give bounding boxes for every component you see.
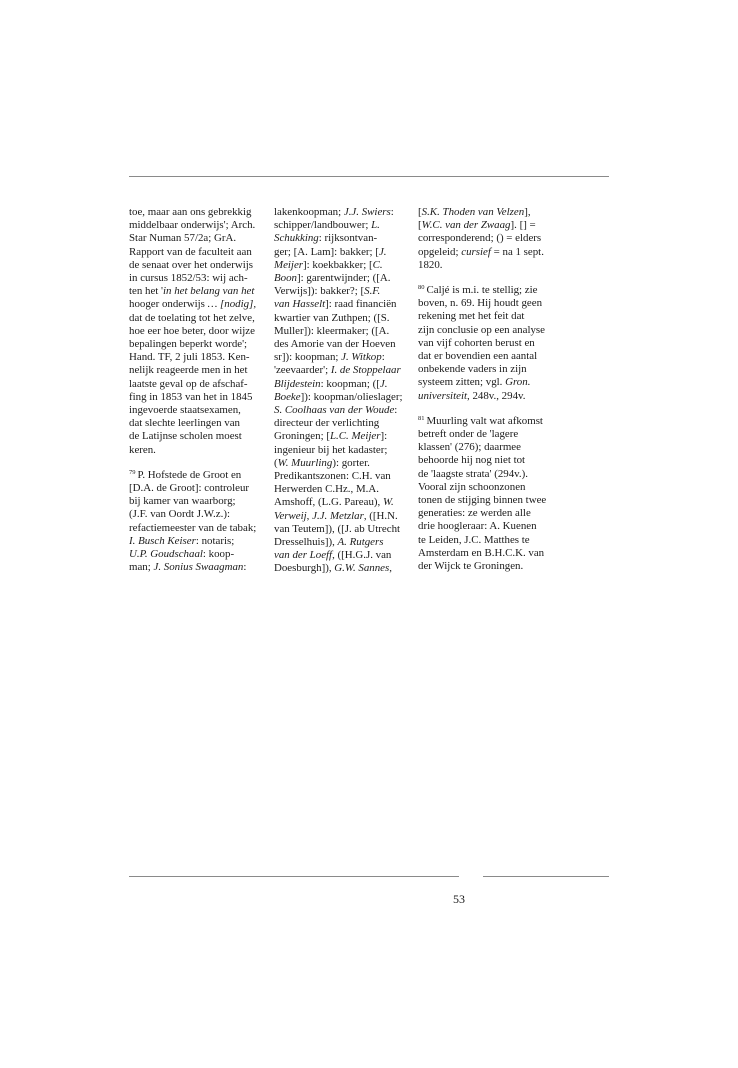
text-line (274, 351, 410, 364)
text-segment: refactiemeester van de tabak; (129, 521, 257, 534)
text-segment: Vooral zijn schoonzonen (418, 480, 526, 493)
italic-segment: cursief (461, 245, 491, 258)
text-segment: 1820. (418, 258, 443, 271)
italic-segment: Boon (274, 272, 297, 285)
text-segment: Caljé is m.i. te stellig; zie (426, 284, 538, 297)
text-segment: schipper/landbouwer; (274, 219, 372, 232)
text-line (274, 562, 410, 575)
text-segment: Doesburgh]), (274, 562, 335, 575)
text-segment: de 'laagste strata' (294v.). (418, 467, 528, 480)
footnote-continuation (418, 206, 560, 272)
text-line (129, 535, 267, 548)
text-segment: [ (418, 206, 422, 218)
text-segment: dat er bovendien een aantal (418, 350, 538, 363)
text-segment: Star Numan 57/2a; GrA. (129, 232, 237, 245)
text-line (418, 350, 560, 363)
text-line (274, 232, 410, 245)
text-segment: de senaat over het onderwijs (129, 258, 253, 271)
italic-segment: van der Loeff (274, 549, 333, 562)
italic-segment: J. (378, 245, 387, 258)
page-number: 53 (453, 892, 465, 906)
text-line (129, 285, 267, 298)
italic-segment: S.F. (364, 285, 381, 298)
text-line (418, 219, 560, 232)
text-segment: tonen de stijging binnen twee (418, 494, 547, 507)
italic-segment: L.C. Meijer (329, 430, 381, 443)
text-line (129, 246, 267, 259)
text-segment: ], (524, 206, 531, 218)
text-segment: (J.F. van Oordt J.W.z.): (129, 508, 230, 521)
text-line (129, 325, 267, 338)
text-line (274, 417, 410, 430)
italic-segment: Schukking (274, 232, 319, 245)
italic-segment: I. de Stoppelaar (330, 364, 401, 377)
text-segment: behoorde hij nog niet tot (418, 454, 526, 467)
text-segment: klassen' (276); daarmee (418, 441, 521, 454)
text-segment: bepalingen beperkt worde'; (129, 338, 248, 351)
text-segment: systeem zitten; vgl. (418, 376, 506, 389)
text-line (129, 206, 267, 219)
text-segment: Muller]): kleermaker; ([A. (274, 324, 390, 337)
italic-segment: J. (379, 377, 388, 390)
text-line (129, 508, 267, 521)
text-segment: bij kamer van waarborg; (129, 495, 236, 508)
italic-segment: van Hasselt (274, 298, 326, 311)
italic-segment: W. Muurling (277, 456, 333, 469)
text-segment: Herwerden C.Hz., M.A. (274, 483, 379, 496)
text-segment: ]: (380, 430, 388, 443)
italic-segment: Verweij (274, 509, 307, 522)
text-line (274, 404, 410, 417)
header-rule (129, 176, 609, 177)
italic-segment: universiteit (418, 389, 467, 402)
italic-segment: Gron. (505, 376, 531, 389)
text-segment: , 248v., 294v. (467, 389, 526, 402)
italic-segment: L. (371, 219, 380, 232)
text-line (274, 444, 410, 457)
text-segment: , (389, 562, 392, 575)
text-segment: te Leiden, J.C. Matthes te (418, 533, 530, 546)
italic-segment: … [nodig], (204, 298, 257, 311)
text-segment: Verwijs]): bakker?; [ (274, 285, 365, 298)
text-line (129, 338, 267, 351)
footnote-number: 80 (418, 284, 425, 292)
text-segment: P. Hofstede de Groot en (137, 468, 242, 481)
text-line (129, 444, 267, 457)
text-line (418, 454, 560, 467)
text-line (418, 441, 560, 454)
text-line (129, 298, 267, 311)
text-line (274, 536, 410, 549)
italic-segment: I. Busch Keiser (129, 534, 196, 547)
text-segment: ( (274, 456, 278, 469)
text-line (418, 481, 560, 494)
text-segment: drie hoogleraar: A. Kuenen (418, 520, 537, 533)
text-segment: hoe eer hoe beter, door wijze (129, 324, 255, 337)
text-line (274, 298, 410, 311)
italic-segment: in het belang van het (163, 285, 255, 298)
italic-segment: Meijer (274, 258, 304, 271)
text-line (129, 272, 267, 285)
text-segment: : rijksontvan- (318, 232, 378, 245)
text-segment: , ([H.G.J. van (332, 549, 392, 562)
text-segment: : koop- (202, 548, 235, 561)
text-line (418, 297, 560, 310)
text-segment: , ([H.N. (363, 509, 398, 522)
text-segment: ]: koekbakker; [ (303, 258, 373, 271)
text-line (274, 325, 410, 338)
text-segment: Amshoff, (L.G. Pareau), (274, 496, 383, 509)
text-segment: zijn conclusie op een analyse (418, 323, 546, 336)
text-segment: corresponderend; () = elders (418, 232, 542, 245)
text-line (418, 246, 560, 259)
italic-segment: S.K. Thoden van Velzen (421, 206, 525, 218)
italic-segment: J. Sonius Swaagman (153, 561, 244, 574)
text-segment: Muurling valt wat afkomst (426, 414, 543, 427)
text-segment: middelbaar onderwijs'; Arch. (129, 219, 256, 232)
text-segment: keren. (129, 443, 156, 456)
text-segment: toe, maar aan ons gebrekkig (129, 206, 252, 218)
footnote-79 (129, 469, 267, 575)
text-line (129, 232, 267, 245)
text-line (129, 430, 267, 443)
text-line (418, 547, 560, 560)
text-line (129, 548, 267, 561)
text-line (418, 415, 560, 428)
italic-segment: Blijdestein (274, 377, 321, 390)
text-line (274, 259, 410, 272)
text-line (129, 219, 267, 232)
text-segment: directeur der verlichting (274, 417, 380, 430)
text-segment: : (390, 206, 394, 218)
italic-segment: G.W. Sannes (334, 562, 390, 575)
text-segment: ): gorter. (332, 456, 370, 469)
italic-segment: J. Witkop (341, 351, 382, 364)
text-segment: sr]): koopman; (274, 351, 342, 364)
text-line (129, 469, 267, 482)
text-line (274, 378, 410, 391)
text-segment: boven, n. 69. Hij houdt geen (418, 297, 543, 310)
text-segment: van vijf cohorten berust en (418, 336, 535, 349)
footer-rule-left (129, 876, 459, 877)
text-segment: de Latijnse scholen moest (129, 430, 242, 443)
footnote-column-middle (274, 206, 410, 588)
text-segment: : koopman; ([ (320, 377, 380, 390)
text-line (274, 549, 410, 562)
text-line (129, 417, 267, 430)
footnote-continuation (129, 206, 267, 457)
text-line (129, 312, 267, 325)
text-segment: [D.A. de Groot]: controleur (129, 482, 250, 495)
text-line (274, 523, 410, 536)
text-segment: Amsterdam en B.H.C.K. van (418, 546, 545, 559)
text-line (418, 507, 560, 520)
text-segment: der Wijck te Groningen. (418, 560, 524, 573)
text-segment: fing in 1853 van het in 1845 (129, 390, 253, 403)
footnote-column-right (418, 206, 560, 585)
text-segment: : (381, 351, 385, 364)
text-segment: van Teutem]), ([J. ab Utrecht (274, 522, 401, 535)
text-line (129, 482, 267, 495)
italic-segment: W. (382, 496, 394, 509)
text-line (129, 561, 267, 574)
text-line (129, 378, 267, 391)
italic-segment: C. (372, 258, 383, 271)
text-segment: : (394, 404, 398, 417)
footnote-number: 79 (129, 468, 136, 476)
text-segment: = na 1 sept. (490, 245, 544, 258)
text-segment: Dresselhuis]), (274, 536, 338, 549)
text-segment: hooger onderwijs (129, 298, 205, 311)
text-line (274, 338, 410, 351)
text-line (418, 363, 560, 376)
text-segment: ]: garentwijnder; ([A. (297, 272, 391, 285)
text-line (274, 206, 410, 219)
text-segment: Groningen; [ (274, 430, 330, 443)
text-line (418, 390, 560, 403)
italic-segment: J.J. Swiers (343, 206, 391, 218)
text-segment: lakenkoopman; (274, 206, 344, 218)
footnote-81 (418, 415, 560, 573)
text-line (129, 391, 267, 404)
text-line (418, 468, 560, 481)
footnote-continuation (274, 206, 410, 576)
text-segment: ]): koopman/olieslager; (300, 390, 403, 403)
text-line (129, 351, 267, 364)
text-line (418, 520, 560, 533)
text-segment: 'zeevaarder'; (274, 364, 331, 377)
text-segment: generaties: ze werden alle (418, 507, 531, 520)
text-line (274, 430, 410, 443)
text-segment: ten het ' (129, 285, 164, 298)
text-line (129, 404, 267, 417)
text-line (418, 494, 560, 507)
text-line (129, 259, 267, 272)
text-segment: rekening met het feit dat (418, 310, 525, 323)
text-line (274, 457, 410, 470)
text-line (418, 310, 560, 323)
text-line (129, 522, 267, 535)
text-segment: ingevoerde staatsexamen, (129, 404, 241, 417)
text-segment: ]: raad financiën (325, 298, 397, 311)
text-line (274, 470, 410, 483)
text-line (418, 206, 560, 219)
italic-segment: U.P. Goudschaal (129, 548, 203, 561)
footnote-80 (418, 284, 560, 403)
text-line (274, 312, 410, 325)
text-segment: ingenieur bij het kadaster; (274, 443, 388, 456)
text-line (274, 483, 410, 496)
text-segment: : notaris; (195, 534, 235, 547)
text-line (418, 324, 560, 337)
text-line (274, 246, 410, 259)
text-line (418, 560, 560, 573)
text-segment: onbekende vaders in zijn (418, 363, 527, 376)
text-line (418, 284, 560, 297)
text-segment: Rapport van de faculteit aan (129, 245, 252, 258)
text-line (129, 495, 267, 508)
footnote-column-left (129, 206, 267, 586)
text-segment: ]. [] = (510, 219, 536, 232)
text-segment: Hand. TF, 2 juli 1853. Ken- (129, 351, 250, 364)
text-segment: dat de toelating tot het zelve, (129, 311, 255, 324)
text-segment: in cursus 1852/53: wij ach- (129, 272, 248, 285)
text-segment: kwartier van Zuthpen; ([S. (274, 311, 390, 324)
text-segment: , (306, 509, 313, 522)
text-line (418, 428, 560, 441)
text-segment: laatste geval op de afschaf- (129, 377, 248, 390)
text-line (418, 232, 560, 245)
text-line (274, 510, 410, 523)
italic-segment: W.C. van der Zwaag (421, 219, 511, 232)
text-segment: betreft onder de 'lagere (418, 428, 519, 441)
text-line (274, 219, 410, 232)
footnote-number: 81 (418, 414, 425, 422)
text-line (418, 534, 560, 547)
text-segment: des Amorie van der Hoeven (274, 338, 396, 351)
italic-segment: A. Rutgers (337, 536, 384, 549)
text-segment: : (243, 561, 247, 574)
text-line (418, 259, 560, 272)
text-segment: dat slechte leerlingen van (129, 417, 240, 430)
text-segment: [ (418, 219, 422, 232)
text-segment: ger; [A. Lam]: bakker; [ (274, 245, 379, 258)
italic-segment: Boeke (274, 390, 301, 403)
text-line (274, 391, 410, 404)
text-line (418, 337, 560, 350)
italic-segment: S. Coolhaas van der Woude (274, 404, 395, 417)
text-segment: Predikantszonen: C.H. van (274, 470, 391, 483)
text-line (418, 376, 560, 389)
text-line (274, 272, 410, 285)
text-line (274, 496, 410, 509)
text-line (274, 285, 410, 298)
text-segment: nelijk reageerde men in het (129, 364, 248, 377)
text-line (129, 364, 267, 377)
text-segment: opgeleid; (418, 245, 462, 258)
text-line (274, 364, 410, 377)
italic-segment: J.J. Metzlar (312, 509, 364, 522)
footer-rule-right (483, 876, 609, 877)
text-segment: man; (129, 561, 154, 574)
